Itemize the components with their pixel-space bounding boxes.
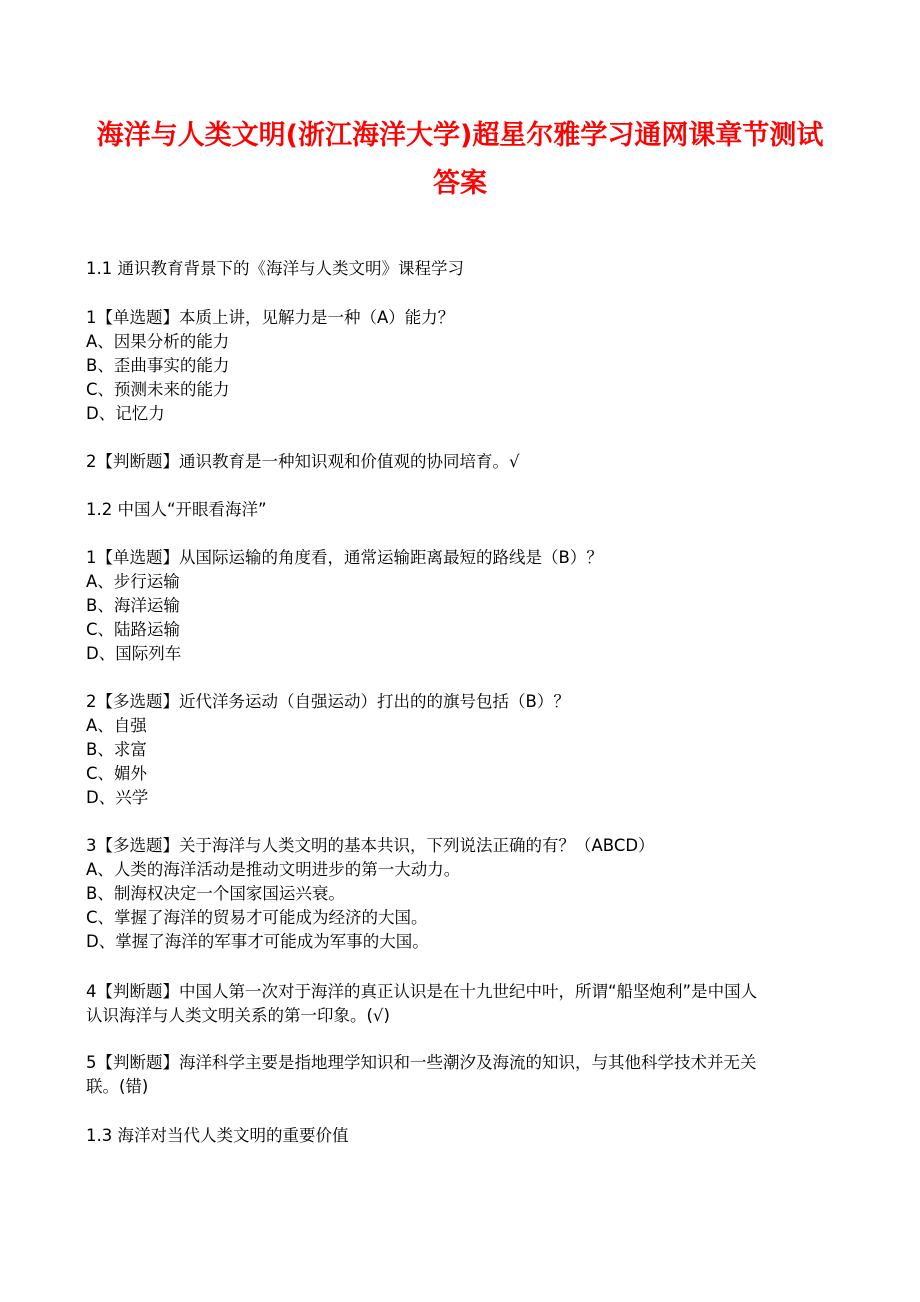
section-heading: 1.3 海洋对当代人类文明的重要价值 <box>86 1126 349 1145</box>
question-text: 2【多选题】近代洋务运动（自强运动）打出的的旗号包括（B）？ <box>86 692 570 711</box>
question-text: 5【判断题】海洋科学主要是指地理学知识和一些潮汐及海流的知识，与其他科学技术并无关 <box>86 1053 757 1072</box>
question-text: 4【判断题】中国人第一次对于海洋的真正认识是在十九世纪中叶，所谓“船坚炮利”是中国人 <box>86 982 758 1001</box>
answer-option: C、媚外 <box>86 764 148 783</box>
answer-option: D、国际列车 <box>86 644 182 663</box>
answer-option: D、掌握了海洋的军事才可能成为军事的大国。 <box>86 932 429 951</box>
answer-option: A、人类的海洋活动是推动文明进步的第一大动力。 <box>86 860 461 879</box>
answer-option: D、记忆力 <box>86 404 165 423</box>
answer-option: D、兴学 <box>86 788 149 807</box>
question-text: 1【单选题】从国际运输的角度看，通常运输距离最短的路线是（B）？ <box>86 548 603 567</box>
question-text: 3【多选题】关于海洋与人类文明的基本共识，下列说法正确的有？（ABCD） <box>86 836 655 855</box>
answer-option: B、制海权决定一个国家国运兴衰。 <box>86 884 345 903</box>
section-heading: 1.2 中国人“开眼看海洋” <box>86 500 267 519</box>
answer-option: C、掌握了海洋的贸易才可能成为经济的大国。 <box>86 908 428 927</box>
question-text: 1【单选题】本质上讲，见解力是一种（A）能力？ <box>86 308 455 327</box>
answer-option: B、海洋运输 <box>86 596 180 615</box>
answer-option: B、歪曲事实的能力 <box>86 356 230 375</box>
answer-option: A、因果分析的能力 <box>86 332 230 351</box>
answer-option: A、自强 <box>86 716 147 735</box>
answer-option: C、陆路运输 <box>86 620 181 639</box>
answer-option: A、步行运输 <box>86 572 180 591</box>
question-text: 2【判断题】通识教育是一种知识观和价值观的协同培育。√ <box>86 452 520 471</box>
question-text-continued: 认识海洋与人类文明关系的第一印象。(√) <box>86 1006 390 1025</box>
answer-option: C、预测未来的能力 <box>86 380 230 399</box>
section-heading: 1.1 通识教育背景下的《海洋与人类文明》课程学习 <box>86 259 464 278</box>
answer-option: B、求富 <box>86 740 147 759</box>
question-text-continued: 联。(错) <box>86 1077 149 1096</box>
document-title-continued: 答案 <box>433 168 487 199</box>
document-title: 海洋与人类文明(浙江海洋大学)超星尔雅学习通网课章节测试 <box>96 120 824 151</box>
